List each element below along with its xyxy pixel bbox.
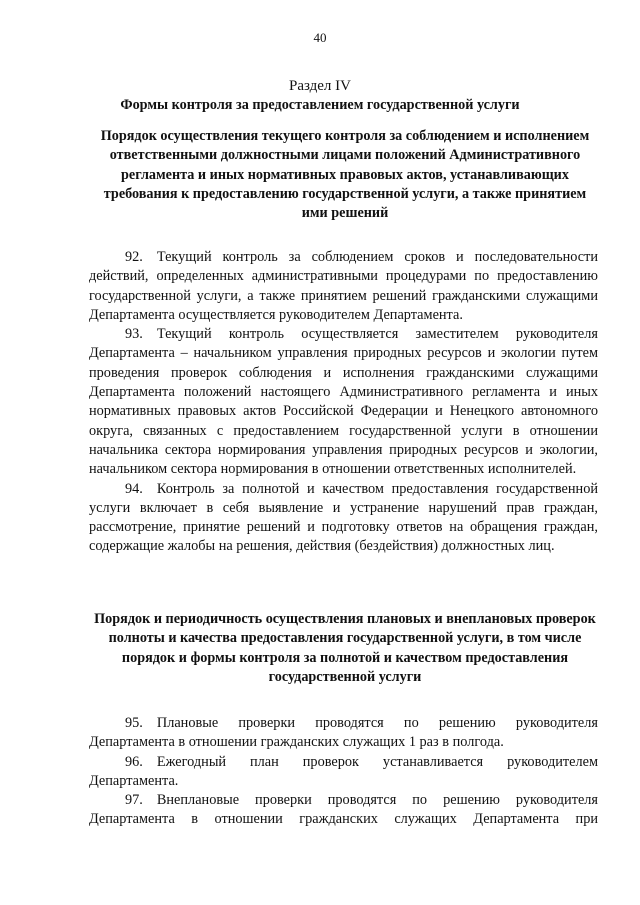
paragraph-number: 97. xyxy=(125,792,143,809)
paragraph-97 xyxy=(89,791,598,830)
paragraph-text: Плановые проверки проводятся по решению руководителя Департамента в отношении гражданских служащих 1 раз в полгода. xyxy=(89,715,598,751)
section-label: Раздел IV xyxy=(288,78,351,94)
paragraph-94 xyxy=(89,480,598,557)
paragraph-text: Контроль за полнотой и качеством предоставления государственной услуги включает в себя выявление и устранение нарушений прав граждан, рассмотрение, принятие решений и подготовку ответов на обращения граждан, содержащие жалобы на решения, действия (бездействия) должностных лиц. xyxy=(89,480,598,555)
section-header xyxy=(0,77,640,115)
paragraph-text: Внеплановые проверки проводятся по решению руководителя Департамента в отношении гражданских служащих Департамента при xyxy=(89,792,598,828)
section-title: Формы контроля за предоставлением государственной услуги xyxy=(120,97,520,113)
paragraph-number: 95. xyxy=(125,715,143,731)
subsection-heading-inspections: Порядок и периодичность осуществления плановых и внеплановых проверок полноты и качества предоставления государственной услуги, в том числе порядок и формы контроля за полнотой и качеством предоставления государственной услуги xyxy=(94,611,596,685)
paragraphs-group-2 xyxy=(89,714,598,830)
page-number: 40 xyxy=(313,30,327,45)
paragraph-text: Текущий контроль за соблюдением сроков и последовательности действий, определенных административными процедурами по предоставлению государственной услуги, а также принятием решений гражданскими служащими Департамента осуществляется руководителем Департамента. xyxy=(89,249,598,323)
paragraph-text: Ежегодный план проверок устанавливается руководителем Департамента. xyxy=(89,753,598,789)
paragraphs-group-1 xyxy=(89,248,598,557)
paragraph-92 xyxy=(89,248,598,325)
paragraph-number: 93. xyxy=(125,326,143,343)
paragraph-text: Текущий контроль осуществляется заместителем руководителя Департамента – начальником управления природных ресурсов и экологии путем проведения проверок соблюдения и исполнения гражданскими служащими Департамента положений настоящего Административного регламента и иных нормативных правовых актов Российской Федерации и Ненецкого автономного округа, связанных с предоставлением государственной услуги в отношении начальника сектора нормирования управления природных ресурсов и экологии, начальником сектора нормирования в отношении ответственных исполнителей. xyxy=(89,326,598,478)
paragraph-95 xyxy=(89,714,598,753)
subsection-heading-current-control: Порядок осуществления текущего контроля за соблюдением и исполнением ответственными должностными лицами положений Административного регламента и иных нормативных правовых актов, устанавливающих требования к предоставлению государственной услуги, а также принятием ими решений xyxy=(100,128,590,222)
paragraph-number: 94. xyxy=(125,480,143,497)
paragraph-number: 92. xyxy=(125,249,143,265)
paragraph-number: 96. xyxy=(125,753,143,770)
paragraph-93 xyxy=(89,325,598,479)
paragraph-96 xyxy=(89,753,598,792)
